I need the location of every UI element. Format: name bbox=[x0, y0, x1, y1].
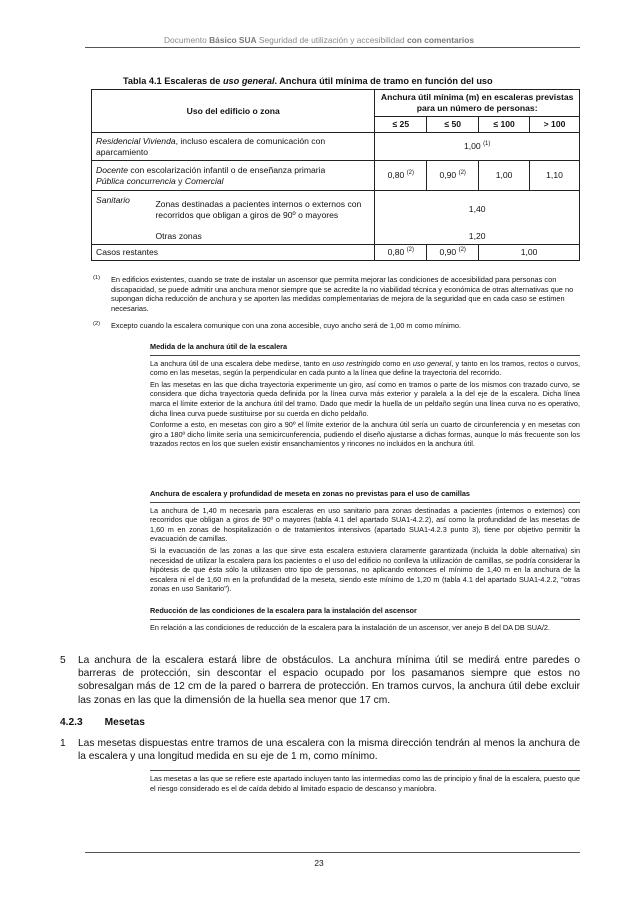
col-header-use: Uso del edificio o zona bbox=[92, 90, 375, 133]
use-name: Pública concurrencia bbox=[96, 175, 176, 186]
use-desc: con escolarización infantil o de enseñanza primaria bbox=[128, 164, 326, 175]
col-header-50: ≤ 50 bbox=[427, 117, 479, 133]
footnote-ref: (2) bbox=[458, 246, 466, 253]
page-number: 23 bbox=[314, 858, 324, 868]
row-docente-over-100: 1,10 bbox=[530, 161, 580, 191]
footnote-ref: (2) bbox=[458, 170, 466, 177]
footnote-ref: (2) bbox=[406, 170, 415, 177]
row-sanitario-zone-2: Otras zonas bbox=[151, 229, 374, 245]
comment-paragraph: En las mesetas en las que dicha trayectoria experimente un giro, así como en tramos o parte de los mismos con trazado curvo, se considera que dicha trayectoria queda definida por la línea curva más exterior y paralela a la del eje de la escalera. Dicha línea marca el límite exterior de la anchura útil del tramo. Dado que medir la huella de un peldaño según una línea curva no es operativo, dicha línea curva puede sustituirse por su cuerda en dicho peldaño. bbox=[150, 379, 580, 418]
row-restantes-50 bbox=[427, 244, 479, 260]
footnote-mark: (1) bbox=[93, 275, 101, 281]
paragraph-text: La anchura de la escalera estará libre de obstáculos. La anchura mínima útil se medirá entre paredes o barreras de protección, sin descontar el espacio ocupado por los pasamanos siempre que estos no sobresalgan más de 12 cm de la pared o barrera de protección. En tramos curvos, la anchura útil debe excluir las zonas en las que la dimensión de la huella sea menor que 17 cm. bbox=[78, 655, 580, 706]
comment-title: Reducción de las condiciones de la escalera para la instalación del ascensor bbox=[150, 606, 580, 620]
stair-width-table bbox=[91, 89, 580, 261]
col-header-over-100: > 100 bbox=[530, 117, 580, 133]
footnote-text: Excepto cuando la escalera comunique con una zona accesible, cuyo ancho será de 1,00 m como mínimo. bbox=[111, 321, 462, 330]
header-text: Documento bbox=[163, 35, 210, 45]
row-sanitario-value-1: 1,40 bbox=[375, 191, 580, 229]
comment-paragraph: La anchura de 1,40 m necesaria para escaleras en uso sanitario para zonas destinadas a pacientes (internos o externos) con recorridos que obligan a giros de 90º o mayores (tabla 4.1 del apartado SUA1-4.2.2), así como la profundidad de las mesetas de 1,60 m en zonas de hospitalización o de tratamientos intensivos (apartado SUA1-4.2.3 punto 3), tiene por objetivo permitir la evacuación de camillas. bbox=[150, 505, 580, 544]
row-sanitario-value-2: 1,20 bbox=[375, 229, 580, 245]
header-text: Seguridad de utilización y accesibilidad bbox=[256, 35, 407, 45]
comment-anchura-util bbox=[150, 342, 580, 451]
comment-paragraph: Las mesetas a las que se refiere este apartado incluyen tanto las intermedias como las de principio y final de la escalera, puesto que el riesgo considerado es el de caída debido al limitado espacio de descanso y maniobra. bbox=[150, 774, 580, 793]
use-desc: , incluso escalera de comunicación con aparcamiento bbox=[96, 135, 326, 157]
paragraph-1 bbox=[60, 737, 580, 763]
row-docente-use bbox=[92, 161, 375, 191]
comment-mesetas bbox=[150, 770, 580, 795]
row-restantes-25 bbox=[375, 244, 427, 260]
row-docente-25 bbox=[375, 161, 427, 191]
text-run: La anchura útil de una escalera debe medirse, tanto en bbox=[150, 358, 333, 368]
header-rule bbox=[85, 47, 580, 48]
use-desc: y bbox=[175, 175, 185, 186]
text-run: , y tanto en los tramos, rectos o curvos, como en las mesetas, según la perpendicular en cada punto a la línea que define la trayectoria del recorrido. bbox=[150, 358, 580, 378]
header-bold-text: con comentarios bbox=[406, 35, 475, 45]
footnote-ref: (1) bbox=[483, 141, 491, 148]
row-sanitario-zone-1: Zonas destinadas a pacientes internos o externos con recorridos que obligan a giros de 90º o mayores bbox=[151, 191, 374, 229]
table-caption bbox=[123, 76, 493, 86]
comment-title: Medida de la anchura útil de la escalera bbox=[150, 342, 580, 356]
comment-paragraph: En relación a las condiciones de reducción de la escalera para la instalación de un ascensor, ver anejo B del DA DB SUA/2. bbox=[150, 622, 550, 632]
text-run: uso restringido bbox=[332, 358, 381, 368]
caption-part: . Anchura útil mínima de tramo en función del uso bbox=[274, 76, 493, 86]
footnote-mark: (2) bbox=[93, 321, 101, 327]
row-residencial-value bbox=[375, 133, 580, 161]
section-title: Mesetas bbox=[104, 717, 145, 728]
text-run: como en bbox=[380, 358, 413, 368]
row-residencial-use bbox=[92, 133, 375, 161]
col-header-width: Anchura útil mínima (m) en escaleras previstas para un número de personas: bbox=[375, 90, 580, 117]
row-docente-100: 1,00 bbox=[479, 161, 530, 191]
use-name: Comercial bbox=[184, 175, 224, 186]
section-heading bbox=[60, 717, 145, 728]
cell-value: 1,00 bbox=[463, 141, 481, 151]
paragraph-number: 5 bbox=[60, 655, 66, 666]
comment-paragraph: Conforme a esto, en mesetas con giro a 90º el límite exterior de la anchura útil sería un cuarto de circunferencia y en mesetas con giro a 180º dicho límite sería una semicircunferencia, pudiendo el diseño ajustarse a dichas formas, aunque lo más frecuente son los trazados rectos en los que suelen existir ensanchamientos y rincones no incluidos en la anchura útil. bbox=[150, 420, 580, 449]
footnote-ref: (2) bbox=[406, 246, 415, 253]
comment-paragraph bbox=[150, 359, 580, 378]
paragraph-5 bbox=[60, 654, 580, 707]
caption-part: Tabla 4.1 Escaleras de bbox=[123, 76, 223, 86]
caption-part: uso general bbox=[222, 76, 275, 86]
col-header-25: ≤ 25 bbox=[375, 117, 427, 133]
footnote-2 bbox=[93, 321, 581, 331]
row-docente-50 bbox=[427, 161, 479, 191]
running-header bbox=[0, 35, 638, 45]
header-bold-text: Básico SUA bbox=[209, 35, 257, 45]
paragraph-text: Las mesetas dispuestas entre tramos de una escalera con la misma dirección tendrán al menos la anchura de la escalera y una longitud medida en su eje de 1 m, como mínimo. bbox=[78, 738, 580, 763]
col-header-100: ≤ 100 bbox=[479, 117, 530, 133]
use-name: Residencial Vivienda bbox=[96, 135, 176, 146]
cell-value: 0,90 bbox=[439, 246, 457, 257]
footnote-1 bbox=[93, 275, 581, 313]
footnote-text: En edificios existentes, cuando se trate de instalar un ascensor que permita mejorar las condiciones de accesibilidad para personas con discapacidad, se puede admitir una anchura menor siempre que se acredite la no viabilidad técnica y económica de otras alternativas que no supongan dicha reducción de anchura y se aporten las medidas complementarias de mejora de la seguridad que en cada caso se estimen necesarias. bbox=[111, 275, 574, 313]
comment-title: Anchura de escalera y profundidad de meseta en zonas no previstas para el uso de camillas bbox=[150, 489, 580, 503]
row-restantes-100-plus: 1,00 bbox=[479, 244, 580, 260]
paragraph-number: 1 bbox=[60, 738, 66, 749]
text-run: uso general bbox=[412, 358, 452, 368]
comment-paragraph: Si la evacuación de las zonas a las que sirve esta escalera estuviera claramente garantizada (incluida la doble alternativa) sin necesidad de utilizar la escalera para los pacientes o el uso del edificio no conlleva la utilización de camillas, se podría considerar la hipótesis de que ésta sólo la utilizasen otro tipo de personas, no aplicando entonces el mínimo de 1,40 m en la anchura de la escalera ni el de 1,60 m en la profundidad de la meseta, siendo este mínimo de 1,20 m (tabla 4.1 del apartado SUA1-4.2.2, "otras zonas en uso Sanitario"). bbox=[150, 545, 580, 594]
use-name: Docente bbox=[96, 164, 129, 175]
footer-rule bbox=[85, 852, 580, 853]
row-sanitario-use: Sanitario bbox=[92, 191, 152, 245]
comment-camillas bbox=[150, 489, 580, 596]
cell-value: 0,80 bbox=[387, 246, 405, 257]
cell-value: 0,90 bbox=[439, 170, 457, 180]
section-number: 4.2.3 bbox=[60, 717, 83, 728]
row-restantes-use: Casos restantes bbox=[92, 244, 375, 260]
cell-value: 0,80 bbox=[387, 170, 405, 180]
comment-ascensor bbox=[150, 606, 580, 634]
